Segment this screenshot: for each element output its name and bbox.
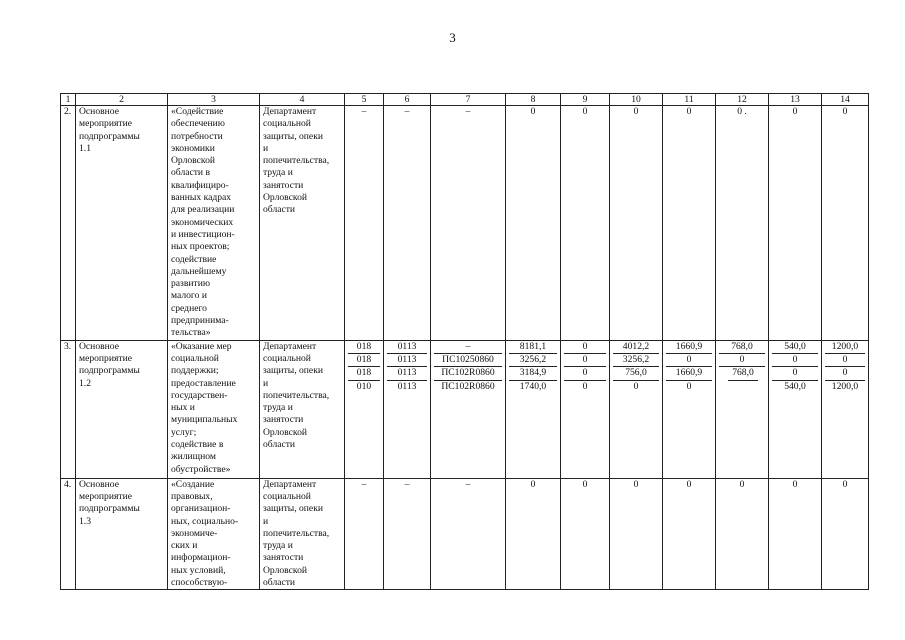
cell-value: 0 [564,341,606,354]
value-cell-c14 [822,478,869,590]
cell-value: 0 [582,478,588,490]
cell-value: – [404,106,410,117]
header-cell: 1 [61,94,76,106]
value-cell-c14 [822,106,869,341]
header-cell: 9 [561,94,610,106]
table-row [61,478,869,590]
cell-value: 0 [666,354,712,367]
value-cell-c11 [663,106,716,341]
value-cell-c10 [610,106,663,341]
row-number: 3. [61,340,76,478]
value-cell-c5 [345,106,384,341]
cell-value [719,381,765,393]
cell-value: 0113 [387,354,427,367]
cell-value: 0 [772,354,818,367]
cell-value: 1660,9 [666,367,712,380]
cell-value: 0113 [387,367,427,380]
cell-value: 0 [686,380,692,392]
header-cell: 12 [716,94,769,106]
cell-value: 4012,2 [613,341,659,354]
value-cell-c10 [610,478,663,590]
cell-value: 756,0 [613,367,659,380]
value-cell-c8 [506,106,561,341]
cell-value: 3256,2 [613,354,659,367]
header-cell: 11 [663,94,716,106]
executor-name: Департамент социальной защиты, опеки и попечительства, труда и занятости Орловской области [260,106,345,341]
cell-value: – [361,478,367,490]
executor-name: Департамент социальной защиты, опеки и попечительства, труда и занятости Орловской области [260,340,345,478]
value-cell-c11 [663,340,716,478]
cell-value: ПС102R0860 [441,380,495,392]
measure-name: Основное мероприятие подпрограммы 1.1 [76,106,168,341]
cell-value: 0 [792,106,798,117]
table-row [61,106,869,341]
cell-value: 0 [686,478,692,490]
cell-value: ПС10250860 [434,354,502,367]
value-cell-c9 [561,106,610,341]
cell-value: 1200,0 [825,341,865,354]
cell-value: 768,0 [719,341,765,354]
cell-value: 0 [633,478,639,490]
cell-value: 1740,0 [519,380,547,392]
value-cell-c5 [345,340,384,478]
header-row [61,94,869,106]
value-cell-c6 [384,478,431,590]
value-cell-c8 [506,478,561,590]
cell-value: 3184,9 [509,367,557,380]
value-cell-c9 [561,478,610,590]
header-cell: 3 [168,94,260,106]
cell-value: 768,0 [728,367,758,380]
header-cell: 13 [769,94,822,106]
value-cell-c9 [561,340,610,478]
cell-value: 010 [356,380,372,392]
value-cell-c13 [769,478,822,590]
value-cell-c12 [716,106,769,341]
value-cell-c13 [769,340,822,478]
value-cell-c6 [384,340,431,478]
cell-value: 0 [719,354,765,367]
page-number: 3 [449,30,456,45]
cell-value: 0 [582,380,588,392]
measure-name: Основное мероприятие подпрограммы 1.2 [76,340,168,478]
value-cell-c5 [345,478,384,590]
cell-value: – [465,478,471,490]
cell-value: – [361,106,367,117]
cell-value: 540,0 [772,341,818,354]
cell-value: 0 . [737,106,747,117]
cell-value: 0 [825,354,865,367]
cell-value: 018 [348,367,380,380]
measure-description: «Создание правовых, организацион- ных, социально- экономиче- ских и информацион- ных условий, способствую- [168,478,260,590]
cell-value: 0 [686,106,692,117]
value-cell-c7 [431,340,506,478]
cell-value: 8181,1 [509,341,557,354]
header-cell: 8 [506,94,561,106]
value-cell-c6 [384,106,431,341]
executor-name: Департамент социальной защиты, опеки и попечительства, труда и занятости Орловской области [260,478,345,590]
cell-value: 0 [792,478,798,490]
cell-value: 0113 [397,380,417,392]
cell-value: 3256,2 [509,354,557,367]
value-cell-c8 [506,340,561,478]
measure-name: Основное мероприятие подпрограммы 1.3 [76,478,168,590]
header-cell: 2 [76,94,168,106]
value-cell-c11 [663,478,716,590]
cell-value: 0 [772,367,818,380]
cell-value: 0 [633,380,639,392]
cell-value: ПС102R0860 [434,367,502,380]
value-cell-c12 [716,340,769,478]
value-cell-c10 [610,340,663,478]
cell-value: 018 [348,341,380,354]
cell-value: 0 [530,106,536,117]
cell-value: – [404,478,410,490]
cell-value: 018 [348,354,380,367]
value-cell-c12 [716,478,769,590]
value-cell-c7 [431,478,506,590]
cell-value: 0 [825,367,865,380]
cell-value: – [434,341,502,354]
measure-description: «Содействие обеспечению потребности экономики Орловской области в квалифициро- ванных кадрах для реализации экономических и инвестицион- ных проектов; содействие дальнейшему развитию малого и среднего предпринима- тельства» [168,106,260,341]
cell-value: 0 [842,106,848,117]
row-number: 2. [61,106,76,341]
cell-value: 1660,9 [666,341,712,354]
cell-value: 0113 [387,341,427,354]
header-cell: 10 [610,94,663,106]
cell-value: 1200,0 [831,380,859,392]
row-number: 4. [61,478,76,590]
cell-value: 0 [564,354,606,367]
header-cell: 5 [345,94,384,106]
cell-value: 540,0 [784,380,806,392]
cell-value: 0 [633,106,639,117]
value-cell-c7 [431,106,506,341]
header-cell: 14 [822,94,869,106]
value-cell-c14 [822,340,869,478]
value-cell-c13 [769,106,822,341]
cell-value: 0 [842,478,848,490]
cell-value: – [465,106,471,117]
cell-value: 0 [530,478,536,490]
measure-description: «Оказание мер социальной поддержки; предоставление государствен- ных и муниципальных услуг; содействие в жилищном обустройстве» [168,340,260,478]
header-cell: 7 [431,94,506,106]
table-row [61,340,869,478]
cell-value: 0 [564,367,606,380]
cell-value: 0 [582,106,588,117]
header-cell: 4 [260,94,345,106]
cell-value: 0 [739,478,745,490]
header-cell: 6 [384,94,431,106]
program-table [60,93,869,590]
